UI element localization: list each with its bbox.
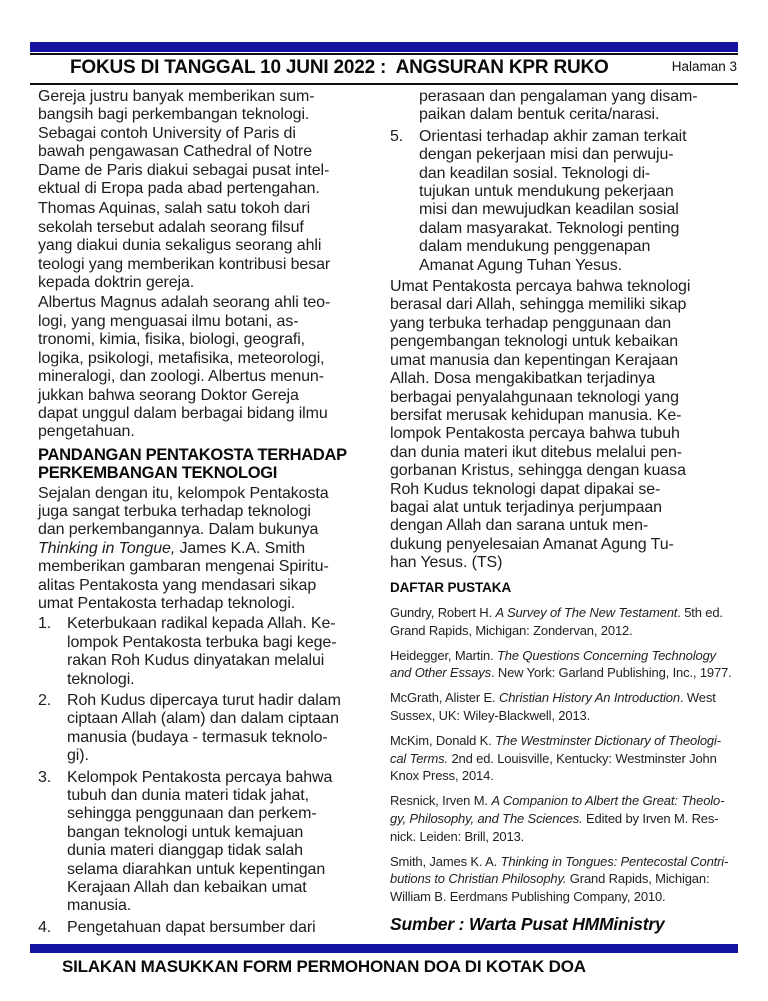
text-line: umat manusia dan kepentingan Kerajaan: [390, 351, 679, 369]
text-line: Albertus Magnus adalah seorang ahli teo-: [38, 294, 331, 312]
text-line: dengan pekerjaan misi dan perwuju-: [419, 146, 674, 164]
text-line: Gereja justru banyak memberikan sum-: [38, 88, 315, 105]
paragraph: [390, 278, 742, 573]
bib-entry: [390, 853, 742, 906]
text-line: juga sangat terbuka terhadap teknologi: [38, 502, 311, 520]
bib-entry: [390, 792, 742, 845]
text-line: dan perkembangannya. Dalam bukunya: [38, 521, 319, 539]
text-line: tujukan untuk mendukung pekerjaan: [419, 183, 674, 201]
list-item-number: 3.: [38, 768, 52, 786]
text-line: Pengetahuan dapat bersumber dari: [67, 918, 316, 936]
text-line: gorbanan Kristus, sehingga dengan kuasa: [390, 462, 686, 480]
list-item-number: 1.: [38, 615, 52, 633]
text-line: dengan Allah dan sarana untuk men-: [390, 517, 649, 535]
italic-text-segment: Christian History An Introduction: [498, 690, 680, 706]
text-line: bangsih bagi perkembangan teknologi.: [38, 106, 310, 124]
text-line: pengetahuan.: [38, 423, 135, 441]
text-line: Thomas Aquinas, salah satu tokoh dari: [38, 200, 311, 218]
list-item-continuation: [390, 88, 742, 125]
text-line: nick. Leiden: Brill, 2013.: [390, 828, 525, 844]
text-segment: Grand Rapids, Michigan:: [566, 871, 710, 887]
text-line: bangan teknologi untuk kemajuan: [67, 823, 304, 841]
italic-text-segment: Thinking in Tongue,: [38, 539, 176, 557]
text-line: teknologi.: [67, 670, 135, 688]
text-line: berbagai penyalahgunaan teknologi yang: [390, 388, 679, 406]
header-rule-top: [30, 53, 738, 55]
text-line: jukkan bahwa seorang Doktor Gereja: [38, 386, 299, 404]
list-item-number: 2.: [38, 692, 52, 709]
text-line: han Yesus. (TS): [390, 554, 503, 572]
text-line: [390, 647, 742, 665]
text-line: [390, 750, 742, 768]
text-line: PANDANGAN PENTAKOSTA TERHADAP: [38, 445, 347, 464]
text-line: Sejalan dengan itu, kelompok Pentakosta: [38, 484, 329, 502]
italic-text-segment: A Companion to Albert the Great: Theolo-: [491, 793, 725, 809]
list-item: [38, 769, 370, 916]
text-line: [390, 810, 742, 828]
text-line: bagai alat untuk terjadinya perjumpaan: [390, 498, 662, 516]
italic-text-segment: The Questions Concerning Technology: [496, 647, 717, 663]
italic-text-segment: butions to Christian Philosophy.: [390, 871, 567, 887]
source-line: [390, 915, 742, 933]
paragraph: [38, 88, 370, 198]
text-line: [390, 870, 742, 888]
text-line: manusia.: [67, 897, 132, 915]
text-line: dalam masyarakat. Teknologi penting: [419, 219, 680, 237]
section-heading: [38, 446, 370, 483]
text-line: gi).: [67, 747, 89, 765]
text-line: dalam mendukung penggenapan: [419, 238, 651, 256]
text-segment: Resnick, Irven M.: [390, 793, 492, 809]
text-line: [390, 853, 742, 871]
list-item: [38, 615, 370, 689]
text-line: [390, 604, 742, 622]
column-left: [38, 88, 370, 940]
paragraph: [38, 294, 370, 441]
bib-entry: [390, 604, 742, 640]
text-segment: Smith, James K. A.: [390, 853, 501, 869]
text-line: logika, psikologi, metafisika, meteorologi,: [38, 349, 325, 367]
footer-accent-bar: [30, 944, 738, 953]
text-line: umat Pentakosta terhadap teknologi.: [38, 594, 296, 612]
italic-text-segment: cal Terms.: [390, 750, 448, 766]
text-line: PERKEMBANGAN TEKNOLOGI: [38, 464, 278, 483]
text-line: sehingga penggunaan dan perkem-: [67, 805, 317, 823]
text-line: Dame de Paris diakui sebagai pusat intel-: [38, 161, 330, 179]
text-line: yang diakui dunia sekaligus seorang ahli: [38, 237, 322, 255]
text-segment: Heidegger, Martin.: [390, 647, 497, 663]
bib-entry: [390, 689, 742, 725]
list-item: [390, 128, 742, 275]
footer-notice: SILAKAN MASUKKAN FORM PERMOHONAN DOA DI KOTAK DOA: [62, 957, 586, 976]
text-line: tronomi, kimia, fisika, biologi, geografi,: [38, 331, 306, 349]
text-line: dukung penyelesaian Amanat Agung Tu-: [390, 535, 674, 553]
italic-text-segment: Thinking in Tongues: Pentecostal Contri-: [500, 853, 729, 869]
text-line: lompok Pentakosta terbuka bagi kege-: [67, 633, 337, 651]
text-line: Kelompok Pentakosta percaya bahwa: [67, 768, 333, 786]
text-line: Keterbukaan radikal kepada Allah. Ke-: [67, 615, 336, 633]
text-line: Amanat Agung Tuhan Yesus.: [419, 256, 623, 274]
text-line: Sussex, UK: Wiley-Blackwell, 2013.: [390, 707, 591, 723]
text-line: tubuh dan dunia materi tidak jahat,: [67, 787, 310, 805]
text-segment: McKim, Donald K.: [390, 732, 496, 748]
text-line: pengembangan teknologi untuk kebaikan: [390, 333, 679, 351]
list-item: [38, 692, 370, 766]
text-line: rakan Roh Kudus dinyatakan melalui: [67, 652, 325, 670]
text-segment: 2nd ed. Louisville, Kentucky: Westminster John: [447, 750, 717, 766]
text-segment: Edited by Irven M. Res-: [582, 810, 719, 826]
bibliography-heading: [390, 579, 742, 597]
text-line: paikan dalam bentuk cerita/narasi.: [419, 106, 660, 124]
italic-text-segment: gy, Philosophy, and The Sciences.: [390, 810, 583, 826]
paragraph: [38, 485, 370, 614]
text-segment: . 5th ed.: [677, 604, 723, 620]
text-line: bawah pengawasan Cathedral of Notre: [38, 143, 313, 161]
text-line: Umat Pentakosta percaya bahwa teknologi: [390, 278, 691, 296]
text-line: [38, 540, 370, 558]
page-header-title: FOKUS DI TANGGAL 10 JUNI 2022 : ANGSURAN KPR RUKO: [70, 57, 609, 78]
text-line: Roh Kudus dipercaya turut hadir dalam: [67, 692, 341, 709]
italic-text-segment: A Survey of The New Testament: [495, 604, 678, 620]
top-accent-bar: [30, 42, 738, 52]
header-rule-bottom: [30, 83, 738, 85]
column-right: [390, 88, 742, 933]
bib-entry: [390, 647, 742, 683]
page-number: Halaman 3: [671, 59, 737, 74]
text-line: manusia (budaya - termasuk teknolo-: [67, 728, 328, 746]
text-line: [390, 664, 742, 682]
text-line: sekolah tersebut adalah seorang filsuf: [38, 218, 304, 236]
text-segment: . New York: Garland Publishing, Inc., 1977.: [490, 665, 732, 681]
text-line: memberikan gambaran mengenai Spiritu-: [38, 558, 329, 576]
text-line: lompok Pentakosta percaya bahwa tubuh: [390, 425, 680, 443]
list-item-number: 4.: [38, 918, 52, 936]
text-line: Roh Kudus teknologi dapat dipakai se-: [390, 480, 661, 498]
text-line: Allah. Dosa mengakibatkan terjadinya: [390, 370, 656, 388]
text-line: [390, 689, 742, 707]
text-line: misi dan mewujudkan keadilan sosial: [419, 201, 679, 219]
italic-text-segment: The Westminster Dictionary of Theologi-: [495, 732, 721, 748]
text-line: dan dunia materi ikut ditebus melalui pen-: [390, 443, 682, 461]
text-segment: McGrath, Alister E.: [390, 690, 499, 706]
text-line: Knox Press, 2014.: [390, 768, 494, 784]
text-line: kepada doktrin gereja.: [38, 274, 195, 292]
text-line: mineralogi, dan zoologi. Albertus menun-: [38, 368, 324, 386]
text-line: berasal dari Allah, sehingga memiliki sikap: [390, 296, 687, 314]
text-segment: Gundry, Robert H.: [390, 604, 496, 620]
text-segment: . West: [679, 690, 716, 706]
text-line: DAFTAR PUSTAKA: [390, 579, 512, 595]
text-line: ciptaan Allah (alam) dan dalam ciptaan: [67, 710, 339, 728]
list-item-number: 5.: [390, 127, 404, 145]
text-line: ektual di Eropa pada abad pertengahan.: [38, 180, 320, 198]
text-line: yang terbuka terhadap penggunaan dan: [390, 314, 672, 332]
text-segment: James K.A. Smith: [175, 539, 306, 557]
text-line: dunia materi dianggap tidak salah: [67, 842, 303, 860]
text-line: bersifat merusak kehidupan manusia. Ke-: [390, 406, 682, 424]
text-line: Orientasi terhadap akhir zaman terkait: [419, 127, 687, 145]
list-item: [38, 919, 370, 937]
text-line: William B. Eerdmans Publishing Company, 2010.: [390, 889, 666, 905]
text-line: [390, 792, 742, 810]
text-line: Sumber : Warta Pusat HMMinistry: [390, 913, 665, 934]
text-line: Sebagai contoh University of Paris di: [38, 124, 296, 142]
text-line: alitas Pentakosta yang mendasari sikap: [38, 576, 317, 594]
text-line: dan keadilan sosial. Teknologi di-: [419, 164, 651, 182]
bib-entry: [390, 732, 742, 785]
text-line: [390, 732, 742, 750]
italic-text-segment: and Other Essays: [390, 665, 491, 681]
text-line: teologi yang memberikan kontribusi besar: [38, 255, 331, 273]
paragraph: [38, 200, 370, 292]
text-line: dapat unggul dalam berbagai bidang ilmu: [38, 404, 328, 422]
text-line: perasaan dan pengalaman yang disam-: [419, 88, 698, 105]
text-line: logi, yang menguasai ilmu botani, as-: [38, 312, 299, 330]
text-line: Grand Rapids, Michigan: Zondervan, 2012.: [390, 622, 633, 638]
text-line: Kerajaan Allah dan kebaikan umat: [67, 879, 307, 897]
text-line: selama diarahkan untuk kepentingan: [67, 860, 326, 878]
